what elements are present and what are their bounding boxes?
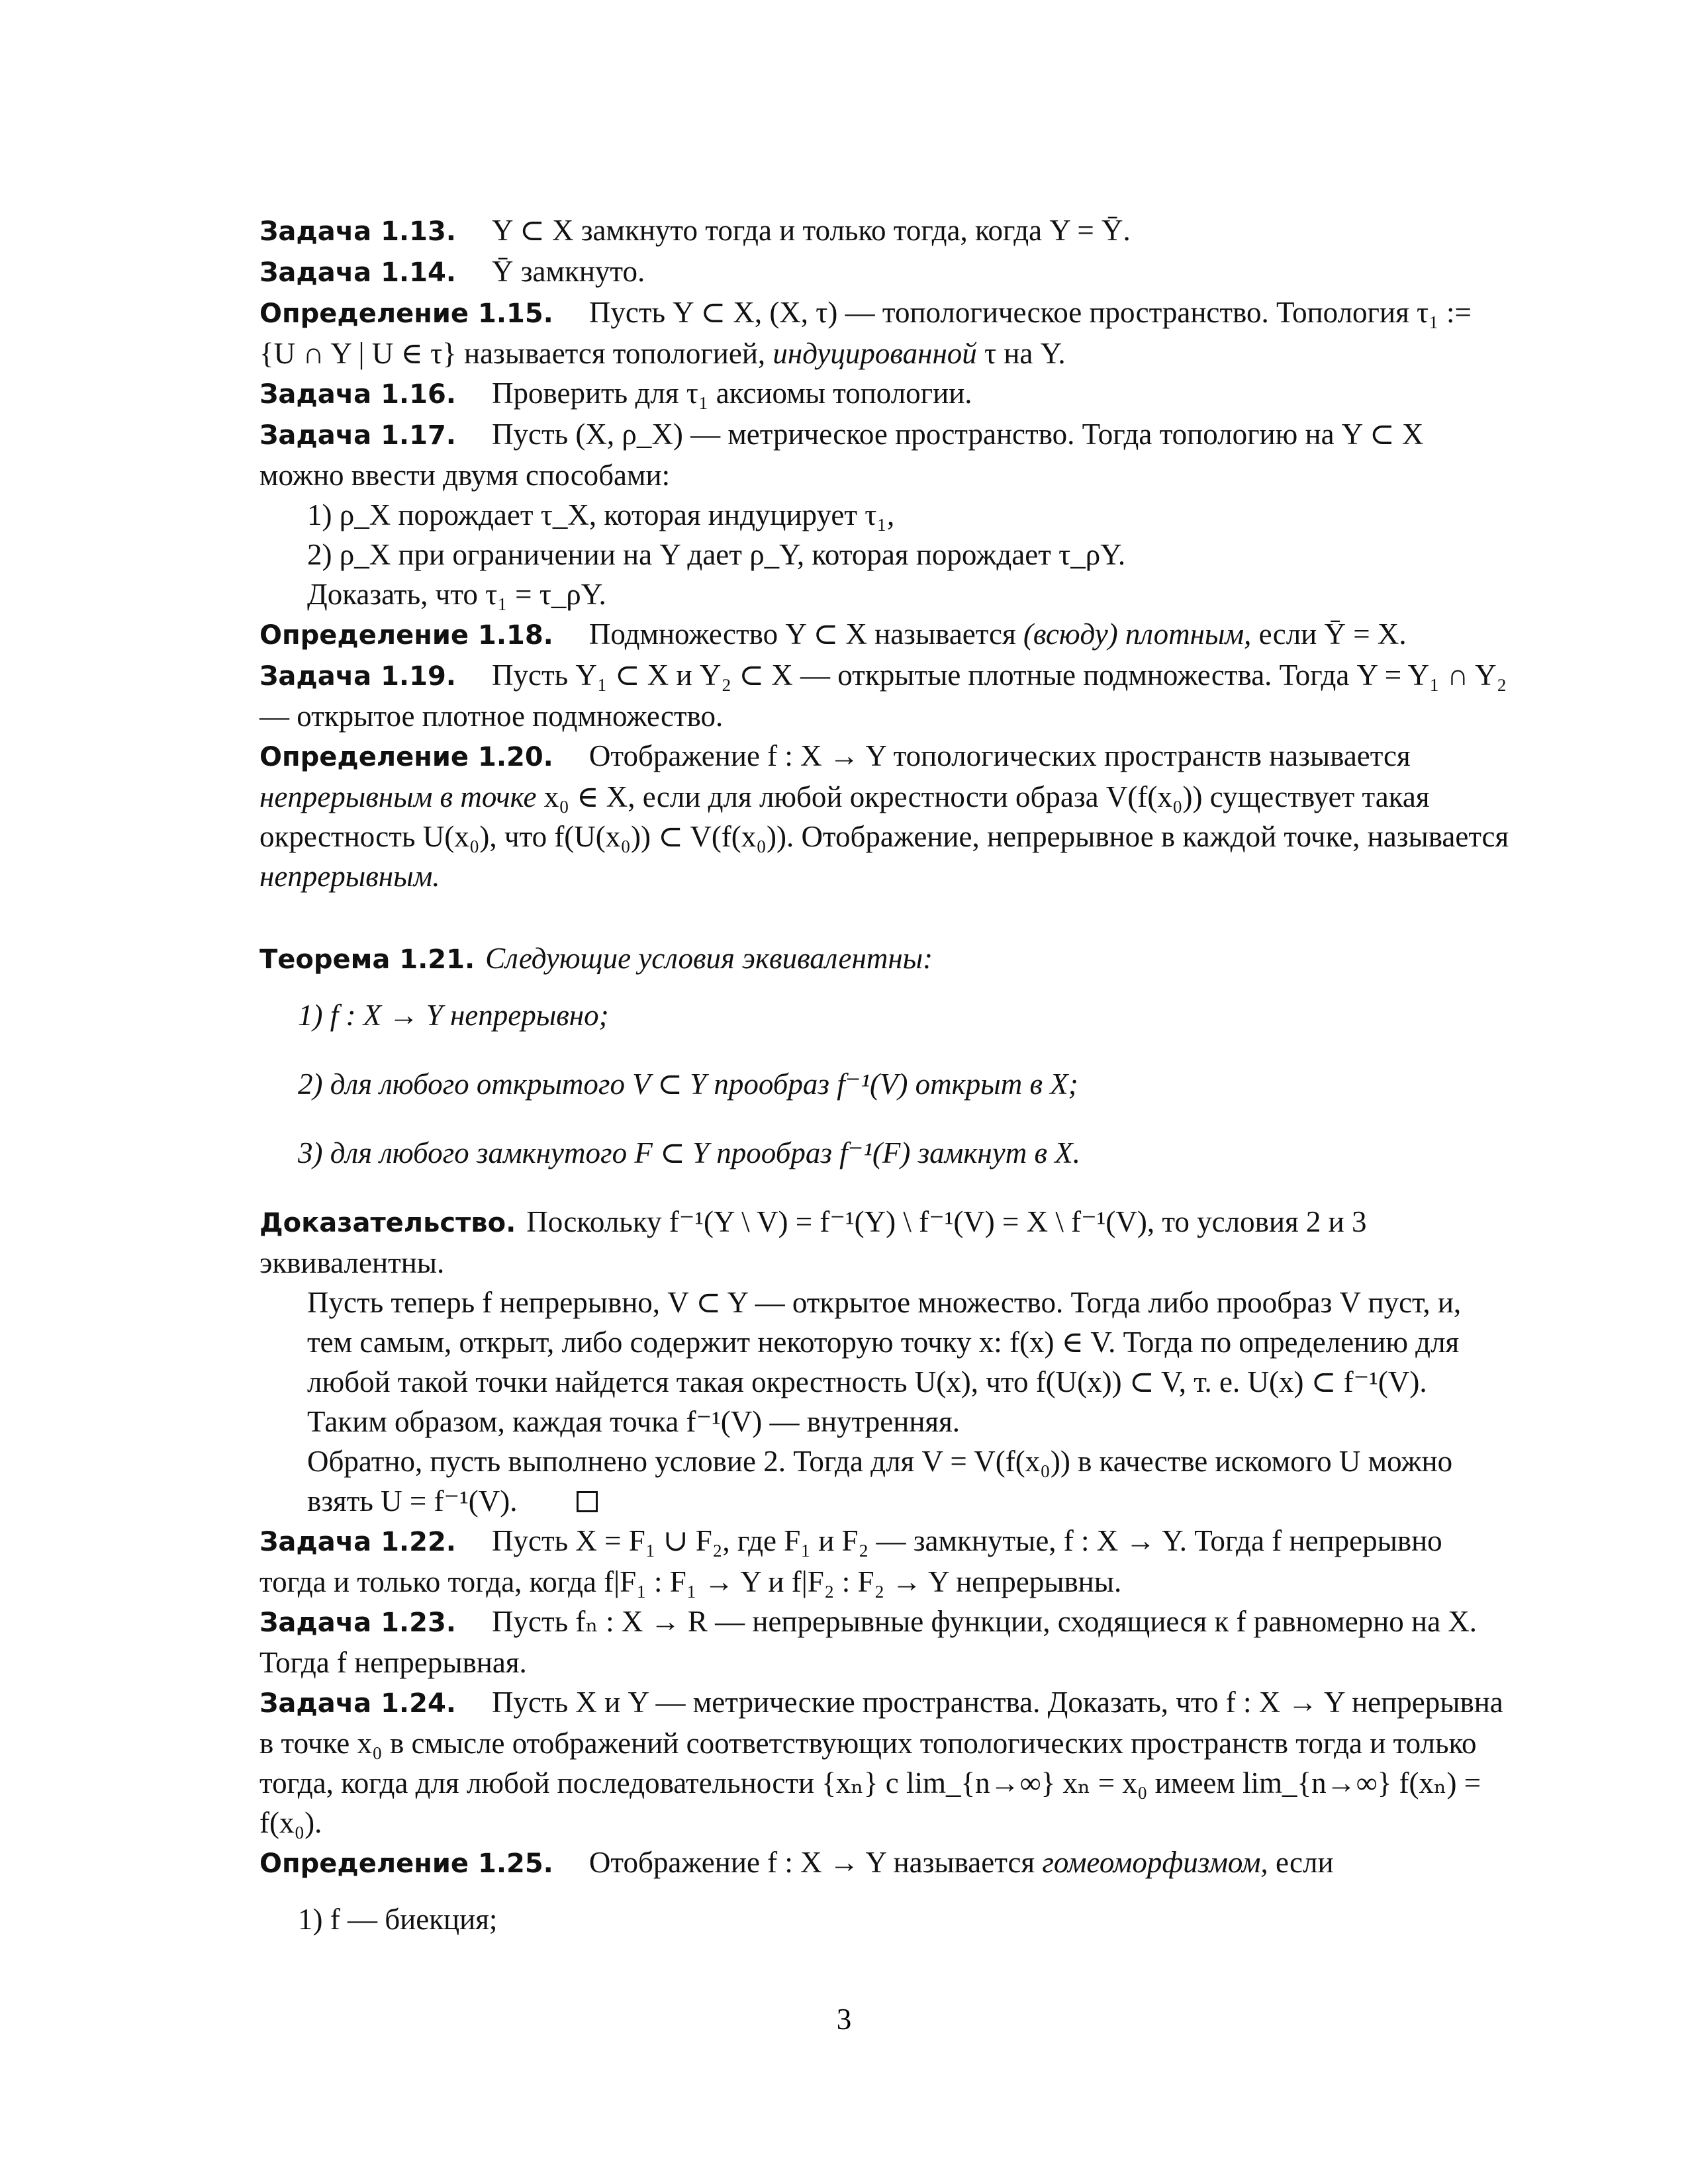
entry-label: Задача 1.24. [259,1688,456,1719]
problem-1-17-line-3: Доказать, что τ₁ = τ_ρY. [307,578,606,611]
document-page [259,210,1511,1968]
entry-text: Ȳ замкнуто. [491,255,645,288]
theorem-1-21 [259,938,1511,979]
problem-1-22 [259,1521,1511,1602]
theorem-statement: Следующие условия эквивалентны: [485,942,933,975]
problem-1-23 [259,1602,1511,1682]
definition-1-25 [259,1843,1511,1884]
theorem-item-2: 2) для любого открытого V ⊂ Y прообраз f⁻¹(V) открыт в X; [298,1068,1078,1101]
problem-1-24 [259,1682,1511,1843]
qed-box-icon [577,1491,598,1512]
entry-text: Пусть fₙ : X → R — непрерывные функции, сходящиеся к f равномерно на X. Тогда f непрерывная. [259,1605,1477,1679]
proof-paragraph-2: Пусть теперь f непрерывно, V ⊂ Y — открытое множество. Тогда либо прообраз V пуст, и, тем самым, открыт, либо содержит некоторую точку x: f(x) ∈ V. Тогда по определению для любой такой точки найдется такая окрестность U(x), что f(U(x)) ⊂ V, т. е. U(x) ⊂ f⁻¹(V). Таким образом, каждая точка f⁻¹(V) — внутренняя. [307,1286,1462,1438]
proof-text: Поскольку f⁻¹(Y \ V) = f⁻¹(Y) \ f⁻¹(V) = X \ f⁻¹(V), то условия 2 и 3 эквивалентны. [259,1205,1367,1279]
entry-text: Отображение f : X → Y называется [588,1846,1043,1879]
entry-text: Пусть (X, ρ_X) — метрическое пространство. Тогда топологию на Y ⊂ X можно ввести двумя способами: [259,418,1424,492]
entry-label: Задача 1.16. [259,379,456,410]
entry-text: Пусть Y ⊂ X, (X, τ) — топологическое пространство. Топология τ₁ := {U ∩ Y | U ∈ τ} называется топологией, [259,296,1472,370]
proof-text: Обратно, пусть выполнено условие 2. Тогда для V = V(f(x₀)) в качестве искомого U можно взять U = f⁻¹(V). [307,1445,1453,1518]
entry-text: Пусть X = F₁ ∪ F₂, где F₁ и F₂ — замкнутые, f : X → Y. Тогда f непрерывно тогда и только тогда, когда f|F₁ : F₁ → Y и f|F₂ : F₂ → Y непрерывны. [259,1524,1442,1598]
entry-text: Y ⊂ X замкнуто тогда и только тогда, когда Y = Ȳ. [491,214,1131,247]
definition-1-15 [259,293,1511,373]
problem-1-13 [259,210,1511,251]
problem-1-17-line-2: 2) ρ_X при ограничении на Y дает ρ_Y, которая порождает τ_ρY. [307,538,1126,571]
problem-1-17 [259,414,1511,495]
entry-label: Теорема 1.21. [259,944,475,975]
entry-label: Задача 1.23. [259,1608,456,1638]
entry-label: Задача 1.22. [259,1527,456,1557]
entry-text: τ на Y. [976,337,1066,370]
entry-label: Определение 1.18. [259,620,553,651]
proof-paragraph-3 [259,1441,1511,1521]
entry-text: Подмножество Y ⊂ X называется [588,617,1023,651]
problem-1-19 [259,655,1511,736]
entry-label: Задача 1.19. [259,661,456,692]
definition-1-20 [259,736,1511,896]
entry-label: Задача 1.14. [259,257,456,288]
proof-paragraph-1 [259,1202,1511,1283]
proof-label: Доказательство. [259,1208,516,1238]
entry-text: Пусть X и Y — метрические пространства. Доказать, что f : X → Y непрерывна в точке x₀ в смысле отображений соответствующих топологических пространств тогда и только тогда, когда для любой последовательности {xₙ} с lim_{n→∞} xₙ = x₀ имеем lim_{n→∞} f(xₙ) = f(x₀). [259,1686,1503,1839]
entry-label: Определение 1.20. [259,742,553,772]
entry-label: Задача 1.17. [259,420,456,451]
entry-text: если [1268,1846,1334,1879]
problem-1-14 [259,251,1511,293]
emphasis-term: индуцированной [773,337,977,370]
emphasis-term: непрерывным. [259,860,440,893]
problem-1-16 [259,373,1511,414]
definition-1-18 [259,614,1511,655]
entry-text: Пусть Y₁ ⊂ X и Y₂ ⊂ X — открытые плотные подмножества. Тогда Y = Y₁ ∩ Y₂ — открытое плотное подмножество. [259,659,1507,733]
entry-label: Определение 1.25. [259,1848,553,1879]
definition-1-25-item-1: 1) f — биекция; [298,1903,498,1936]
entry-text: если Ȳ = X. [1251,617,1407,651]
emphasis-term: непрерывным в точке [259,780,537,813]
theorem-item-1: 1) f : X → Y непрерывно; [298,999,609,1032]
entry-label: Определение 1.15. [259,298,553,329]
theorem-item-3: 3) для любого замкнутого F ⊂ Y прообраз f⁻¹(F) замкнут в X. [298,1136,1080,1169]
page-number: 3 [836,2003,852,2036]
emphasis-term: (всюду) плотным, [1023,617,1252,651]
entry-text: Проверить для τ₁ аксиомы топологии. [491,377,972,410]
entry-text: x₀ ∈ X, если для любой окрестности образа V(f(x₀)) существует такая окрестность U(x₀), что f(U(x₀)) ⊂ V(f(x₀)). Отображение, непрерывное в каждой точке, называется [259,780,1509,853]
emphasis-term: гомеоморфизмом, [1042,1846,1268,1879]
entry-text: Отображение f : X → Y топологических пространств называется [588,739,1411,772]
entry-label: Задача 1.13. [259,216,456,247]
problem-1-17-line-1: 1) ρ_X порождает τ_X, которая индуцирует τ₁, [307,498,895,531]
